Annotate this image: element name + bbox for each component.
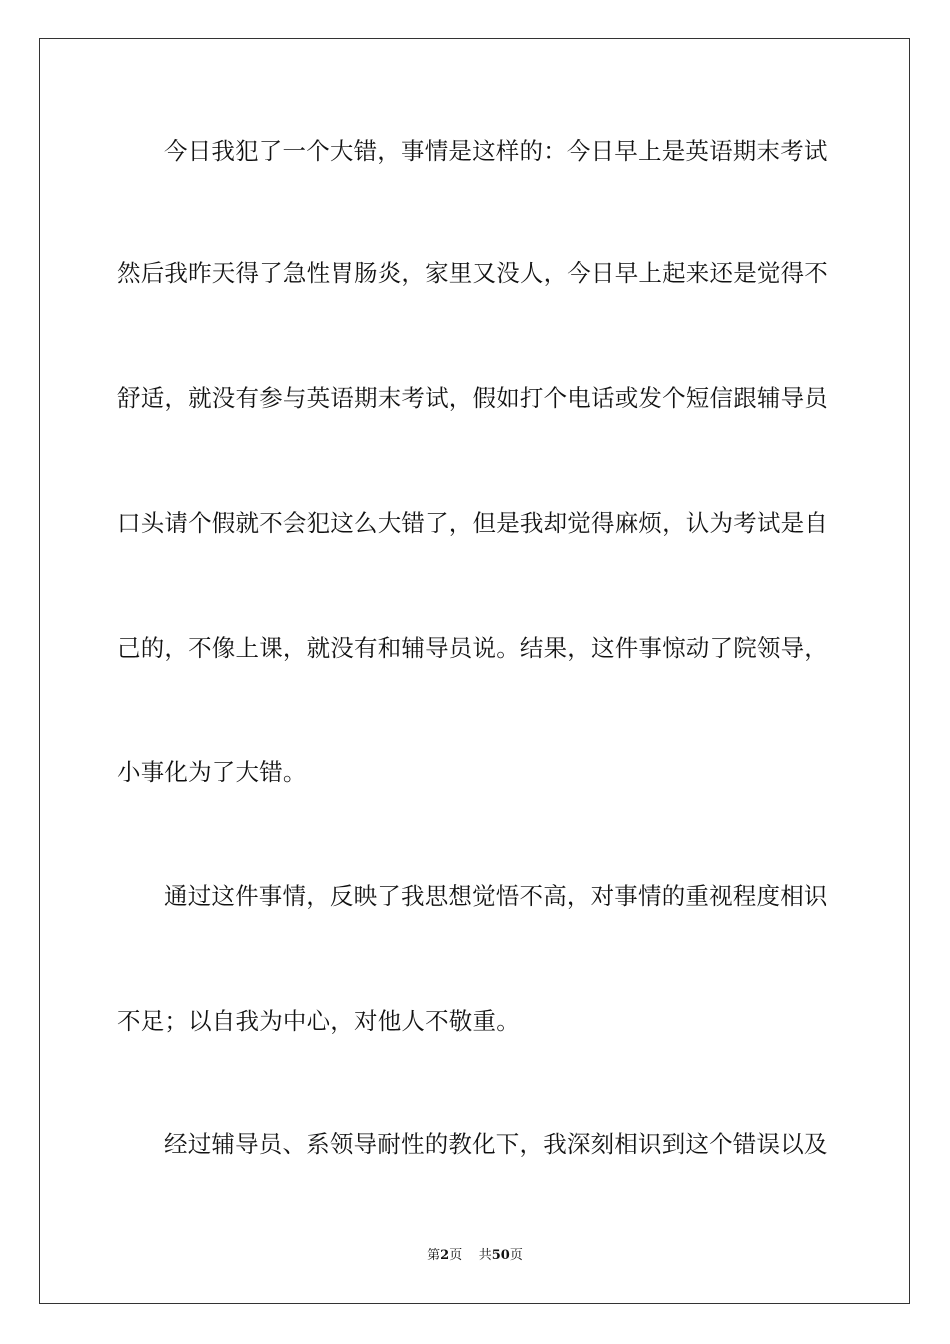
paragraph-line: 己的，不像上课，就没有和辅导员说。结果，这件事惊动了院领导， [117, 634, 828, 662]
total-prefix: 共 [478, 1248, 492, 1263]
paragraph-line: 经过辅导员、系领导耐性的教化下，我深刻相识到这个错误以及 [164, 1130, 828, 1158]
paragraph-line: 口头请个假就不会犯这么大错了，但是我却觉得麻烦，认为考试是自 [117, 509, 828, 537]
page-footer [0, 1248, 950, 1264]
total-suffix: 页 [509, 1248, 523, 1263]
paragraph-line: 舒适，就没有参与英语期末考试，假如打个电话或发个短信跟辅导员 [117, 384, 828, 412]
total-pages: 50 [491, 1248, 510, 1263]
page-suffix: 页 [449, 1248, 463, 1263]
paragraph-line: 今日我犯了一个大错，事情是这样的：今日早上是英语期末考试 [164, 137, 828, 165]
page-border [39, 38, 910, 1304]
paragraph-line: 通过这件事情，反映了我思想觉悟不高，对事情的重视程度相识 [164, 882, 828, 910]
paragraph-line: 不足；以自我为中心，对他人不敬重。 [117, 1007, 520, 1035]
page-number: 2 [440, 1248, 450, 1263]
paragraph-line: 然后我昨天得了急性胃肠炎，家里又没人，今日早上起来还是觉得不 [117, 259, 828, 287]
paragraph-line: 小事化为了大错。 [117, 758, 307, 786]
page-prefix: 第 [427, 1248, 441, 1263]
